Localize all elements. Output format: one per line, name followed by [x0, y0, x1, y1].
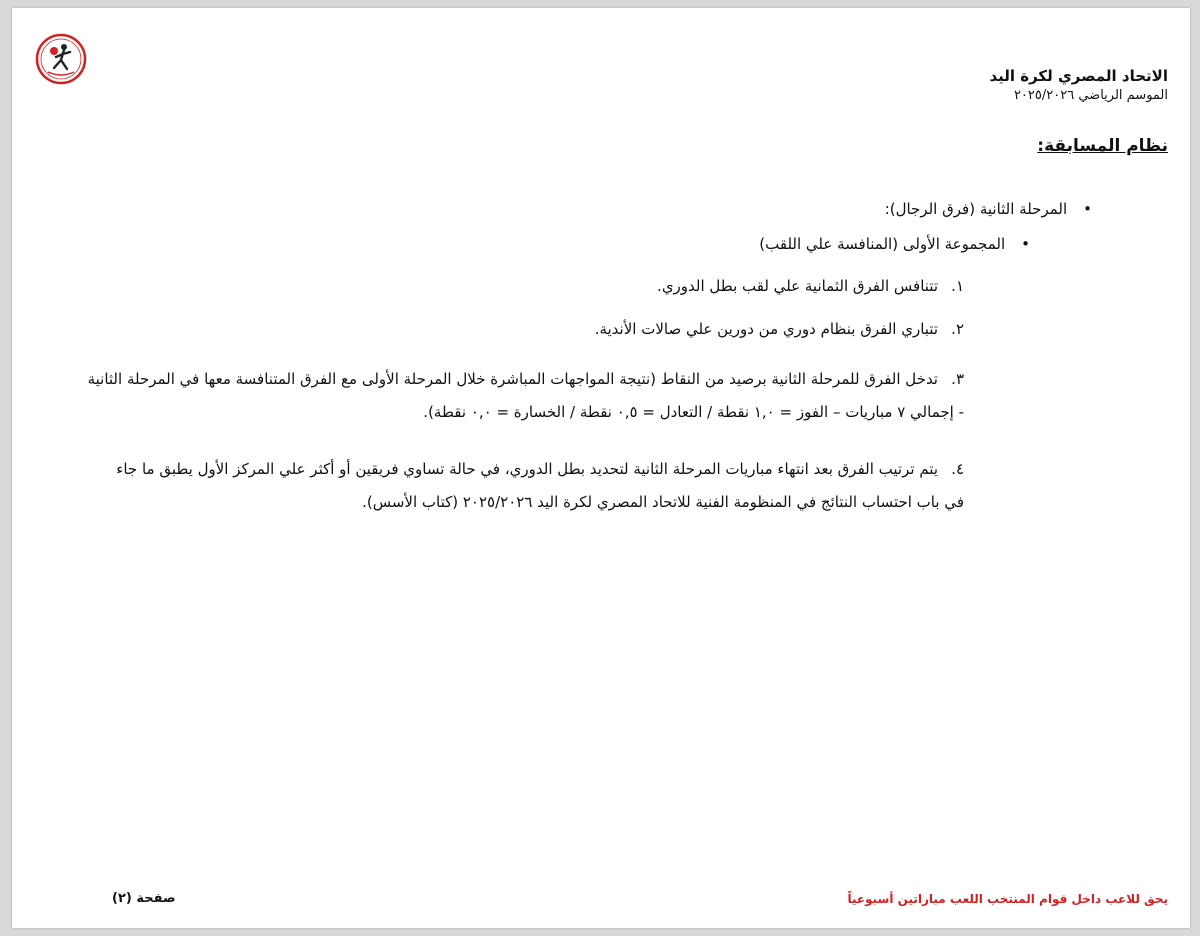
stage-bullet — [885, 200, 1092, 218]
list-item — [657, 270, 964, 303]
document-page — [12, 8, 1190, 928]
federation-logo-icon — [34, 32, 88, 86]
item-number: ٢. — [951, 320, 964, 338]
item-text-continuation: - إجمالي ٧ مباريات – الفوز = ١,٠ نقطة / التعادل = ٠,٥ نقطة / الخسارة = ٠,٠ نقطة). — [423, 403, 964, 421]
page-number: صفحة (٢) — [112, 891, 176, 906]
item-number: ١. — [951, 277, 964, 295]
list-item — [88, 363, 964, 429]
item-number: ٣. — [951, 370, 964, 388]
item-text: تتنافس الفرق الثمانية علي لقب بطل الدوري. — [657, 277, 938, 295]
bullet-icon: • — [1021, 235, 1030, 253]
item-text: تتباري الفرق بنظام دوري من دورين علي صالات الأندية. — [594, 320, 938, 338]
item-number: ٤. — [951, 460, 964, 478]
item-text: تدخل الفرق للمرحلة الثانية برصيد من النقاط (نتيجة المواجهات المباشرة خلال المرحلة الأولى مع الفرق المتنافسة معها في المرحلة الثانية — [87, 370, 938, 388]
stage-label: المرحلة الثانية (فرق الرجال): — [884, 200, 1068, 218]
list-item — [595, 313, 964, 346]
item-text-continuation: في باب احتساب النتائج في المنظومة الفنية للاتحاد المصري لكرة اليد ٢٠٢٥/٢٠٢٦ (كتاب الأسس). — [362, 493, 964, 511]
list-item — [116, 453, 964, 519]
season-label: الموسم الرياضي ٢٠٢٥/٢٠٢٦ — [1013, 88, 1168, 103]
organization-name: الاتحاد المصري لكرة اليد — [989, 67, 1168, 85]
document-header — [989, 65, 1168, 105]
footer-note: يحق للاعب داخل قوام المنتخب اللعب مباراتين أسبوعياً — [847, 892, 1168, 906]
section-title: نظام المسابقة: — [1037, 136, 1168, 156]
bullet-icon: • — [1083, 200, 1092, 218]
item-text: يتم ترتيب الفرق بعد انتهاء مباريات المرحلة الثانية لتحديد بطل الدوري، في حالة تساوي فريقين أو أكثر علي المركز الأول يطبق ما جاء — [116, 460, 938, 478]
group-label: المجموعة الأولى (المنافسة علي اللقب) — [759, 235, 1006, 253]
group-bullet — [759, 235, 1030, 253]
